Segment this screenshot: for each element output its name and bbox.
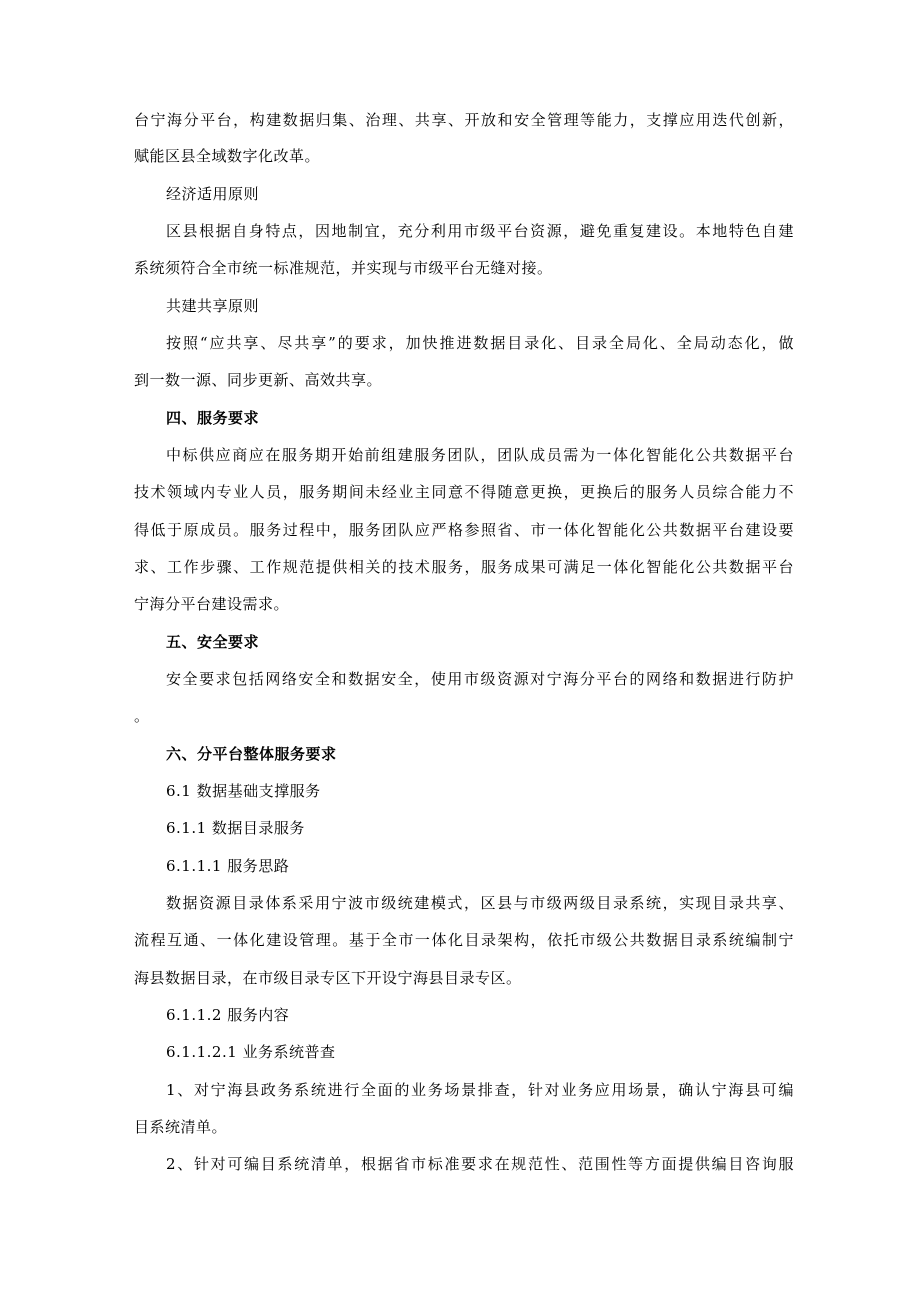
paragraph-line: 流程互通、一体化建设管理。基于全市一体化目录架构，依托市级公共数据目录系统编制宁 — [134, 931, 794, 949]
paragraph-line: 宁海分平台建设需求。 — [134, 595, 290, 613]
section-heading: 六、分平台整体服务要求 — [166, 745, 337, 763]
section-heading: 五、安全要求 — [166, 633, 260, 651]
paragraph-line: 得低于原成员。服务过程中，服务团队应严格参照省、市一体化智能化公共数据平台建设要 — [134, 521, 794, 539]
paragraph-line: 赋能区县全域数字化改革。 — [134, 147, 321, 165]
subsection-heading: 6.1.1.1 服务思路 — [166, 857, 290, 875]
principle-heading: 经济适用原则 — [166, 185, 260, 203]
paragraph-line: 2、针对可编目系统清单，根据省市标准要求在规范性、范围性等方面提供编目咨询服 — [166, 1155, 794, 1173]
subsection-heading: 6.1.1 数据目录服务 — [166, 819, 305, 837]
paragraph-line: 到一数一源、同步更新、高效共享。 — [134, 371, 383, 389]
paragraph-line: 按照“应共享、尽共享”的要求，加快推进数据目录化、目录全局化、全局动态化，做 — [166, 334, 794, 352]
paragraph-line: 求、工作步骤、工作规范提供相关的技术服务，服务成果可满足一体化智能化公共数据平台 — [134, 558, 794, 576]
paragraph-line: 系统须符合全市统一标准规范，并实现与市级平台无缝对接。 — [134, 259, 553, 277]
paragraph-line: 台宁海分平台，构建数据归集、治理、共享、开放和安全管理等能力，支撑应用迭代创新， — [134, 111, 794, 129]
paragraph-line: 目系统清单。 — [134, 1118, 228, 1136]
paragraph-line: 1、对宁海县政务系统进行全面的业务场景排查，针对业务应用场景，确认宁海县可编 — [166, 1081, 794, 1099]
principle-heading: 共建共享原则 — [166, 297, 260, 315]
subsection-heading: 6.1 数据基础支撑服务 — [166, 782, 321, 800]
subsection-heading: 6.1.1.2.1 业务系统普查 — [166, 1043, 336, 1061]
paragraph-line: 技术领域内专业人员，服务期间未经业主同意不得随意更换，更换后的服务人员综合能力不 — [134, 483, 794, 501]
paragraph-line: 。 — [134, 707, 150, 725]
section-heading: 四、服务要求 — [166, 409, 260, 427]
paragraph-line: 中标供应商应在服务期开始前组建服务团队，团队成员需为一体化智能化公共数据平台 — [166, 446, 794, 464]
paragraph-line: 安全要求包括网络安全和数据安全，使用市级资源对宁海分平台的网络和数据进行防护 — [166, 670, 794, 688]
paragraph-line: 数据资源目录体系采用宁波市级统建模式，区县与市级两级目录系统，实现目录共享、 — [166, 894, 794, 912]
paragraph-line: 海县数据目录，在市级目录专区下开设宁海县目录专区。 — [134, 969, 522, 987]
subsection-heading: 6.1.1.2 服务内容 — [166, 1006, 290, 1024]
paragraph-line: 区县根据自身特点，因地制宜，充分利用市级平台资源，避免重复建设。本地特色自建 — [166, 222, 794, 240]
